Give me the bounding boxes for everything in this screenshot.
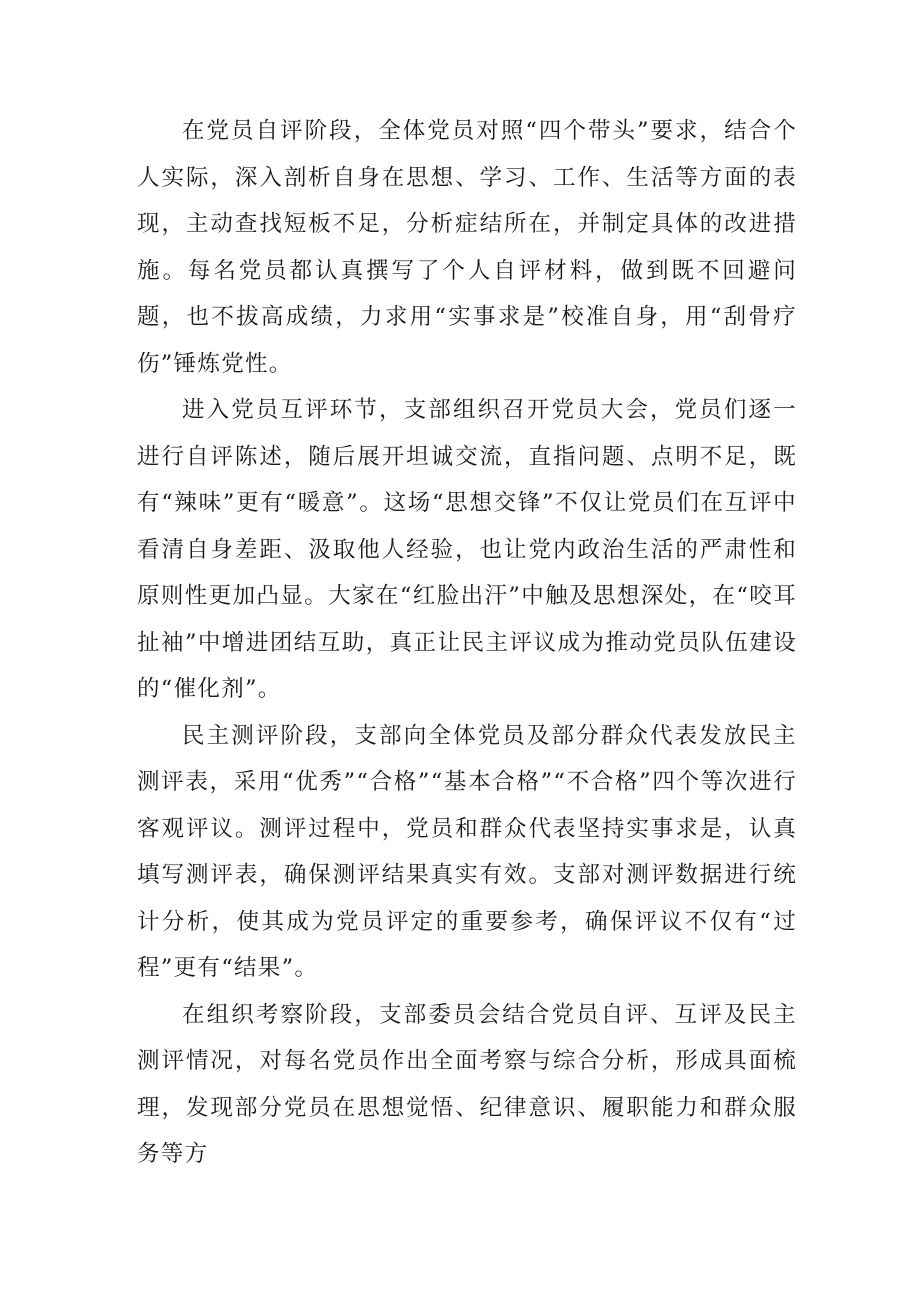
paragraph-democratic-assessment: 民主测评阶段，支部向全体党员及部分群众代表发放民主测评表，采用“优秀”“合格”“基本合格”“不合格”四个等次进行客观评议。测评过程中，党员和群众代表坚持实事求是，认真填写测评表，确保测评结果真实有效。支部对测评数据进行统计分析，使其成为党员评定的重要参考，确保评议不仅有“过程”更有“结果”。: [137, 722, 797, 981]
paragraph-peer-evaluation: 进入党员互评环节，支部组织召开党员大会，党员们逐一进行自评陈述，随后展开坦诚交流，直指问题、点明不足，既有“辣味”更有“暖意”。这场“思想交锋”不仅让党员们在互评中看清自身差距、汲取他人经验，也让党内政治生活的严肃性和原则性更加凸显。大家在“红脸出汗”中触及思想深处，在“咬耳扯袖”中增进团结互助，真正让民主评议成为推动党员队伍建设的“催化剂”。: [137, 397, 797, 702]
document-body: [137, 108, 797, 1178]
paragraph-organizational-review: 在组织考察阶段，支部委员会结合党员自评、互评及民主测评情况，对每名党员作出全面考察与综合分析，形成具面梳理，发现部分党员在思想觉悟、纪律意识、履职能力和群众服务等方: [137, 1001, 797, 1167]
paragraph-self-evaluation: 在党员自评阶段，全体党员对照“四个带头”要求，结合个人实际，深入剖析自身在思想、学习、工作、生活等方面的表现，主动查找短板不足，分析症结所在，并制定具体的改进措施。每名党员都认真撰写了个人自评材料，做到既不回避问题，也不拔高成绩，力求用“实事求是”校准自身，用“刮骨疗伤”锤炼党性。: [137, 118, 797, 377]
